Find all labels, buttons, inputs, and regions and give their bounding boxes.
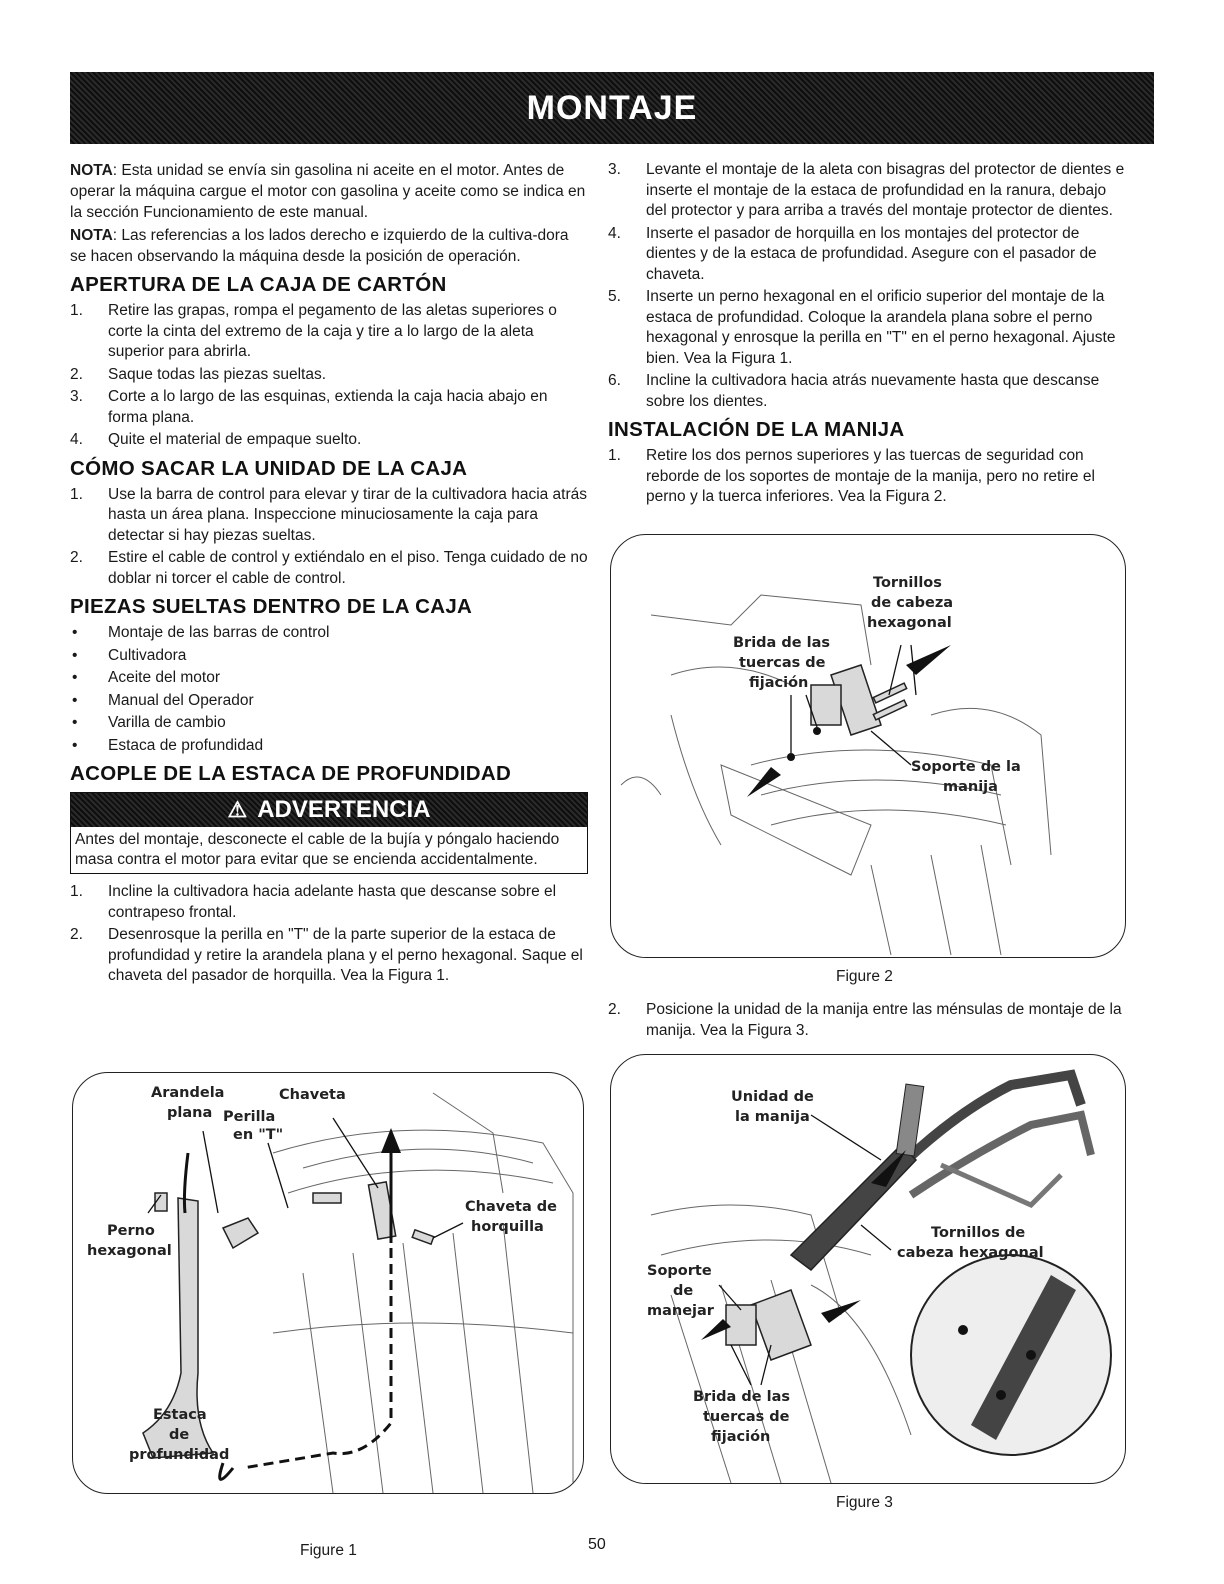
figure-1-caption: Figure 1: [300, 1542, 357, 1559]
list-item: [70, 548, 588, 589]
item-number: 4.: [70, 431, 83, 448]
page-title: MONTAJE: [526, 88, 698, 127]
item-number: 1.: [70, 485, 83, 503]
item-text: Manual del Operador: [108, 691, 254, 709]
item-text: Retire los dos pernos superiores y las tuercas de seguridad con reborde de los soportes de montaje de la manija, pero no retire el perno y la tuerca inferiores. Vea la Figura 2.: [646, 447, 1095, 505]
section-heading-piezas: PIEZAS SUELTAS DENTRO DE LA CAJA: [70, 595, 473, 618]
list-item: [70, 925, 588, 987]
list-sacar: [70, 485, 588, 590]
bullet: •: [72, 714, 78, 731]
note-label: NOTA: [70, 162, 113, 179]
item-number: 3.: [608, 161, 621, 178]
label-manejar: manejar: [647, 1303, 714, 1319]
list-item: [70, 668, 588, 689]
label-hexagonal: hexagonal: [87, 1243, 172, 1259]
item-text: Cultivadora: [108, 646, 187, 664]
figure-3: [610, 1054, 1126, 1484]
item-number: 2.: [70, 549, 83, 566]
list-item: [70, 365, 588, 386]
item-number: 2.: [70, 926, 83, 943]
item-text: Posicione la unidad de la manija entre las ménsulas de montaje de la manija. Vea la Figura 3.: [646, 1001, 1122, 1039]
section-heading-manija: INSTALACIÓN DE LA MANIJA: [608, 418, 905, 441]
list-item: [70, 736, 588, 757]
item-text: Estaca de profundidad: [108, 736, 264, 754]
note-2: [70, 225, 588, 267]
right-column: [608, 160, 1128, 510]
warning-triangle-icon: ⚠: [227, 797, 248, 822]
list-item: [608, 287, 1128, 369]
label-soporte: Soporte: [647, 1263, 712, 1279]
item-text: Inserte un perno hexagonal en el orificio superior del montaje de la estaca de profundidad. Coloque la arandela plana sobre el perno hexagonal y enrosque la perilla en "T" en el perno hexagonal. Ajuste bien. Vea la Figura 1.: [646, 288, 1116, 367]
item-number: 6.: [608, 372, 621, 389]
section-heading-sacar: CÓMO SACAR LA UNIDAD DE LA CAJA: [70, 456, 468, 480]
bullet: •: [72, 624, 78, 641]
warning-header: [71, 793, 587, 827]
label-fijacion: fijación: [711, 1429, 771, 1445]
list-acople: [70, 882, 588, 987]
label-de-cabeza: de cabeza: [871, 595, 954, 611]
item-text: Inserte el pasador de horquilla en los montajes del protector de dientes y de la estaca de profundidad. Asegure con el pasador de chaveta.: [646, 224, 1097, 283]
item-text: Corte a lo largo de las esquinas, extienda la caja hacia abajo en forma plana.: [108, 388, 548, 426]
list-acople-cont: [608, 160, 1128, 412]
list-item: [608, 160, 1128, 222]
list-item: [608, 224, 1128, 286]
bullet: •: [72, 691, 78, 709]
section-heading-apertura: APERTURA DE LA CAJA DE CARTÓN: [70, 273, 447, 296]
label-chaveta-de: Chaveta de: [465, 1199, 558, 1215]
item-number: 2.: [70, 365, 83, 383]
label-cabeza-hexagonal: cabeza hexagonal: [897, 1245, 1044, 1261]
right-column-lower: [608, 1000, 1128, 1043]
label-arandela: Arandela: [151, 1085, 225, 1101]
label-manija: manija: [943, 779, 998, 795]
list-item: [608, 446, 1128, 508]
item-number: 1.: [70, 883, 83, 900]
note-text: : Esta unidad se envía sin gasolina ni aceite en el motor. Antes de operar la máquina cargue el motor con gasolina y aceite como se indica en la sección Funcionamiento de este manual.: [70, 162, 586, 221]
label-de: de: [169, 1427, 190, 1443]
label-perno: Perno: [107, 1223, 155, 1239]
item-number: 2.: [608, 1001, 621, 1018]
note-1: [70, 160, 588, 223]
warning-title: ADVERTENCIA: [257, 796, 431, 823]
label-tuercas: tuercas de: [739, 655, 826, 671]
list-item: [70, 691, 588, 712]
label-en-t: en "T": [233, 1127, 284, 1143]
label-plana: plana: [167, 1105, 213, 1121]
list-manija-cont: [608, 1000, 1128, 1041]
label-fijacion: fijación: [749, 675, 809, 691]
bullet: •: [72, 669, 78, 686]
item-text: Incline la cultivadora hacia adelante hasta que descanse sobre el contrapeso frontal.: [108, 883, 557, 921]
list-item: [70, 882, 588, 923]
item-text: Levante el montaje de la aleta con bisagras del protector de dientes e inserte el montaje de la estaca de profundidad en la ranura, debajo del protector y para arriba a través del montaje protector de dientes.: [646, 161, 1125, 219]
label-tuercas: tuercas de: [703, 1409, 790, 1425]
item-number: 1.: [608, 447, 621, 464]
left-column: [70, 160, 588, 989]
item-number: 3.: [70, 388, 83, 405]
label-horquilla: horquilla: [471, 1219, 544, 1235]
note-label: NOTA: [70, 227, 113, 244]
item-text: Varilla de cambio: [108, 714, 226, 731]
item-text: Aceite del motor: [108, 669, 220, 686]
list-item: [70, 301, 588, 363]
label-de: de: [673, 1283, 694, 1299]
bullet: •: [72, 736, 78, 754]
list-item: [608, 371, 1128, 412]
label-estaca: Estaca: [153, 1407, 207, 1423]
list-item: [70, 713, 588, 734]
list-item: [70, 430, 588, 451]
list-item: [70, 623, 588, 644]
label-perilla: Perilla: [223, 1109, 276, 1125]
item-text: Use la barra de control para elevar y tirar de la cultivadora hacia atrás hasta un área plana. Inspeccione minuciosamente la caja para detectar si hay piezas sueltas.: [108, 485, 588, 544]
item-text: Montaje de las barras de control: [108, 624, 330, 641]
figure-2-illustration: [611, 535, 1125, 957]
bullet: •: [72, 646, 78, 664]
section-heading-acople: ACOPLE DE LA ESTACA DE PROFUNDIDAD: [70, 762, 512, 785]
label-hexagonal: hexagonal: [867, 615, 952, 631]
item-number: 4.: [608, 224, 621, 242]
label-tornillos: Tornillos: [873, 575, 942, 591]
page-title-banner: [70, 72, 1154, 144]
label-brida: Brida de las: [693, 1389, 791, 1405]
label-brida: Brida de las: [733, 635, 831, 651]
figure-1: [72, 1072, 584, 1494]
label-profundidad: profundidad: [129, 1447, 230, 1463]
figure-2-caption: Figure 2: [836, 968, 893, 985]
item-text: Quite el material de empaque suelto.: [108, 431, 362, 448]
list-piezas: [70, 623, 588, 756]
list-item: [70, 646, 588, 667]
note-text: : Las referencias a los lados derecho e izquierdo de la cultiva-dora se hacen observando la máquina desde la posición de operación.: [70, 227, 569, 265]
label-chaveta: Chaveta: [279, 1087, 346, 1103]
list-item: [608, 1000, 1128, 1041]
page-number: 50: [588, 1536, 606, 1553]
label-tornillos: Tornillos de: [931, 1225, 1026, 1241]
item-text: Desenrosque la perilla en "T" de la parte superior de la estaca de profundidad y retire la arandela plana y el perno hexagonal. Saque el chaveta del pasador de horquilla. Vea la Figura 1.: [108, 926, 583, 984]
warning-text: Antes del montaje, desconecte el cable de la bujía y póngalo haciendo masa contra el motor para evitar que se encienda accidentalmente.: [75, 831, 560, 868]
list-item: [70, 387, 588, 428]
label-soporte: Soporte de la: [911, 759, 1021, 775]
item-text: Saque todas las piezas sueltas.: [108, 365, 326, 383]
figure-1-illustration: [73, 1073, 583, 1493]
item-number: 1.: [70, 302, 83, 319]
warning-box: [70, 792, 588, 874]
list-apertura: [70, 301, 588, 451]
item-text: Incline la cultivadora hacia atrás nuevamente hasta que descanse sobre los dientes.: [646, 372, 1100, 410]
item-text: Retire las grapas, rompa el pegamento de las aletas superiores o corte la cinta del extremo de la caja y tire a lo largo de la aleta superior para abrirla.: [108, 302, 557, 360]
label-la-manija: la manija: [735, 1109, 810, 1125]
figure-3-caption: Figure 3: [836, 1494, 893, 1511]
item-number: 5.: [608, 288, 621, 305]
item-text: Estire el cable de control y extiéndalo en el piso. Tenga cuidado de no doblar ni torcer el cable de control.: [108, 549, 588, 587]
label-unidad: Unidad de: [731, 1089, 814, 1105]
list-item: [70, 485, 588, 547]
figure-2: [610, 534, 1126, 958]
list-manija: [608, 446, 1128, 508]
